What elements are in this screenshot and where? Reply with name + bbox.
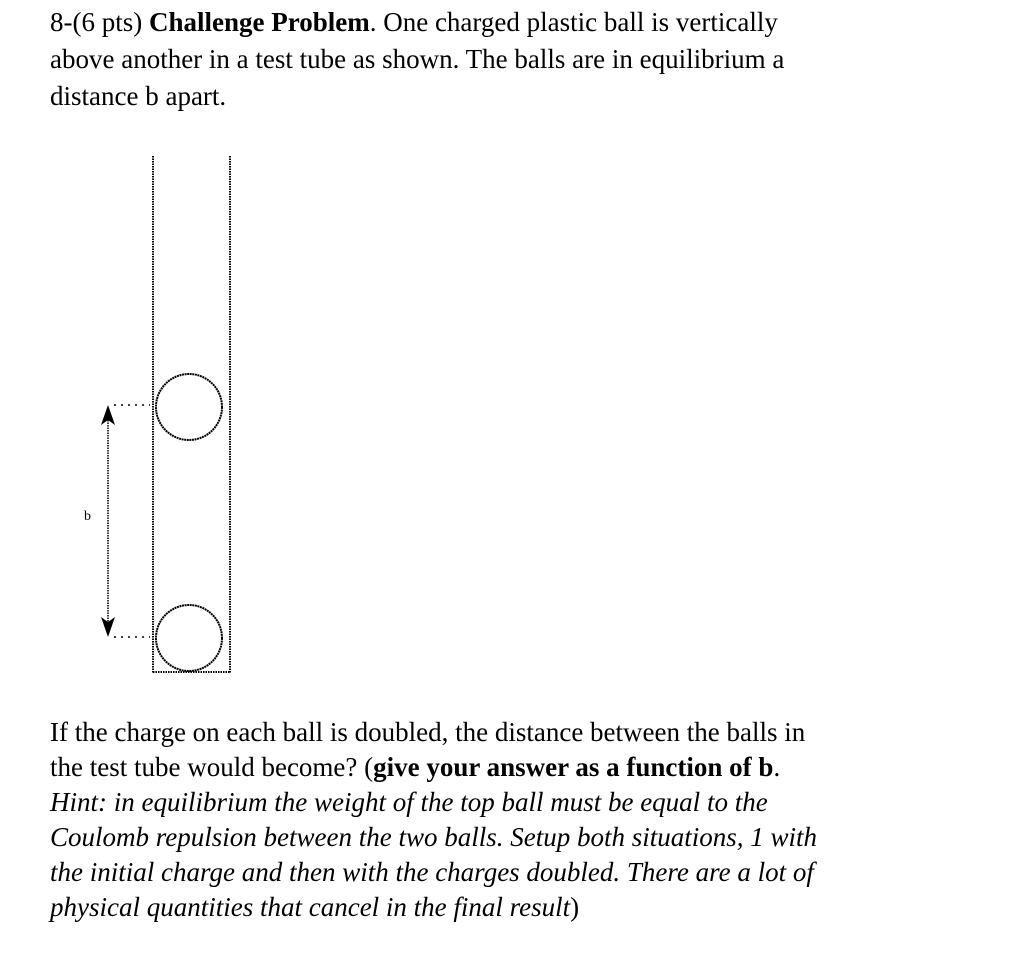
distance-label: b xyxy=(84,509,91,524)
problem-line-1-rest: . One charged plastic ball is vertically xyxy=(369,7,778,37)
hint-line-3: the initial charge and then with the charges doubled. There are a lot of xyxy=(50,857,814,887)
up-arrowhead xyxy=(101,405,115,425)
hint-line-4: physical quantities that cancel in the final result xyxy=(50,892,571,922)
hint-line-4-wrap xyxy=(50,890,980,925)
hint-line-1: Hint: in equilibrium the weight of the top ball must be equal to the xyxy=(50,787,768,817)
problem-line-2: above another in a test tube as shown. The balls are in equilibrium a xyxy=(50,44,785,74)
question-statement xyxy=(50,715,980,925)
problem-line-3: distance b apart. xyxy=(50,81,227,111)
question-line-2-end: . xyxy=(773,752,781,782)
question-line-1: If the charge on each ball is doubled, the distance between the balls in xyxy=(50,717,806,747)
hint-line-2: Coulomb repulsion between the two balls. Setup both situations, 1 with xyxy=(50,822,817,852)
question-answer-instruction: give your answer as a function of b xyxy=(373,752,774,782)
problem-number: 8-(6 pts) xyxy=(50,7,143,37)
top-ball xyxy=(156,374,222,440)
question-line-2 xyxy=(50,750,980,785)
problem-title: Challenge Problem xyxy=(148,7,370,37)
question-line-2-plain: the test tube would become? ( xyxy=(50,752,374,782)
closing-paren: ) xyxy=(570,892,580,922)
bottom-ball xyxy=(156,605,222,671)
